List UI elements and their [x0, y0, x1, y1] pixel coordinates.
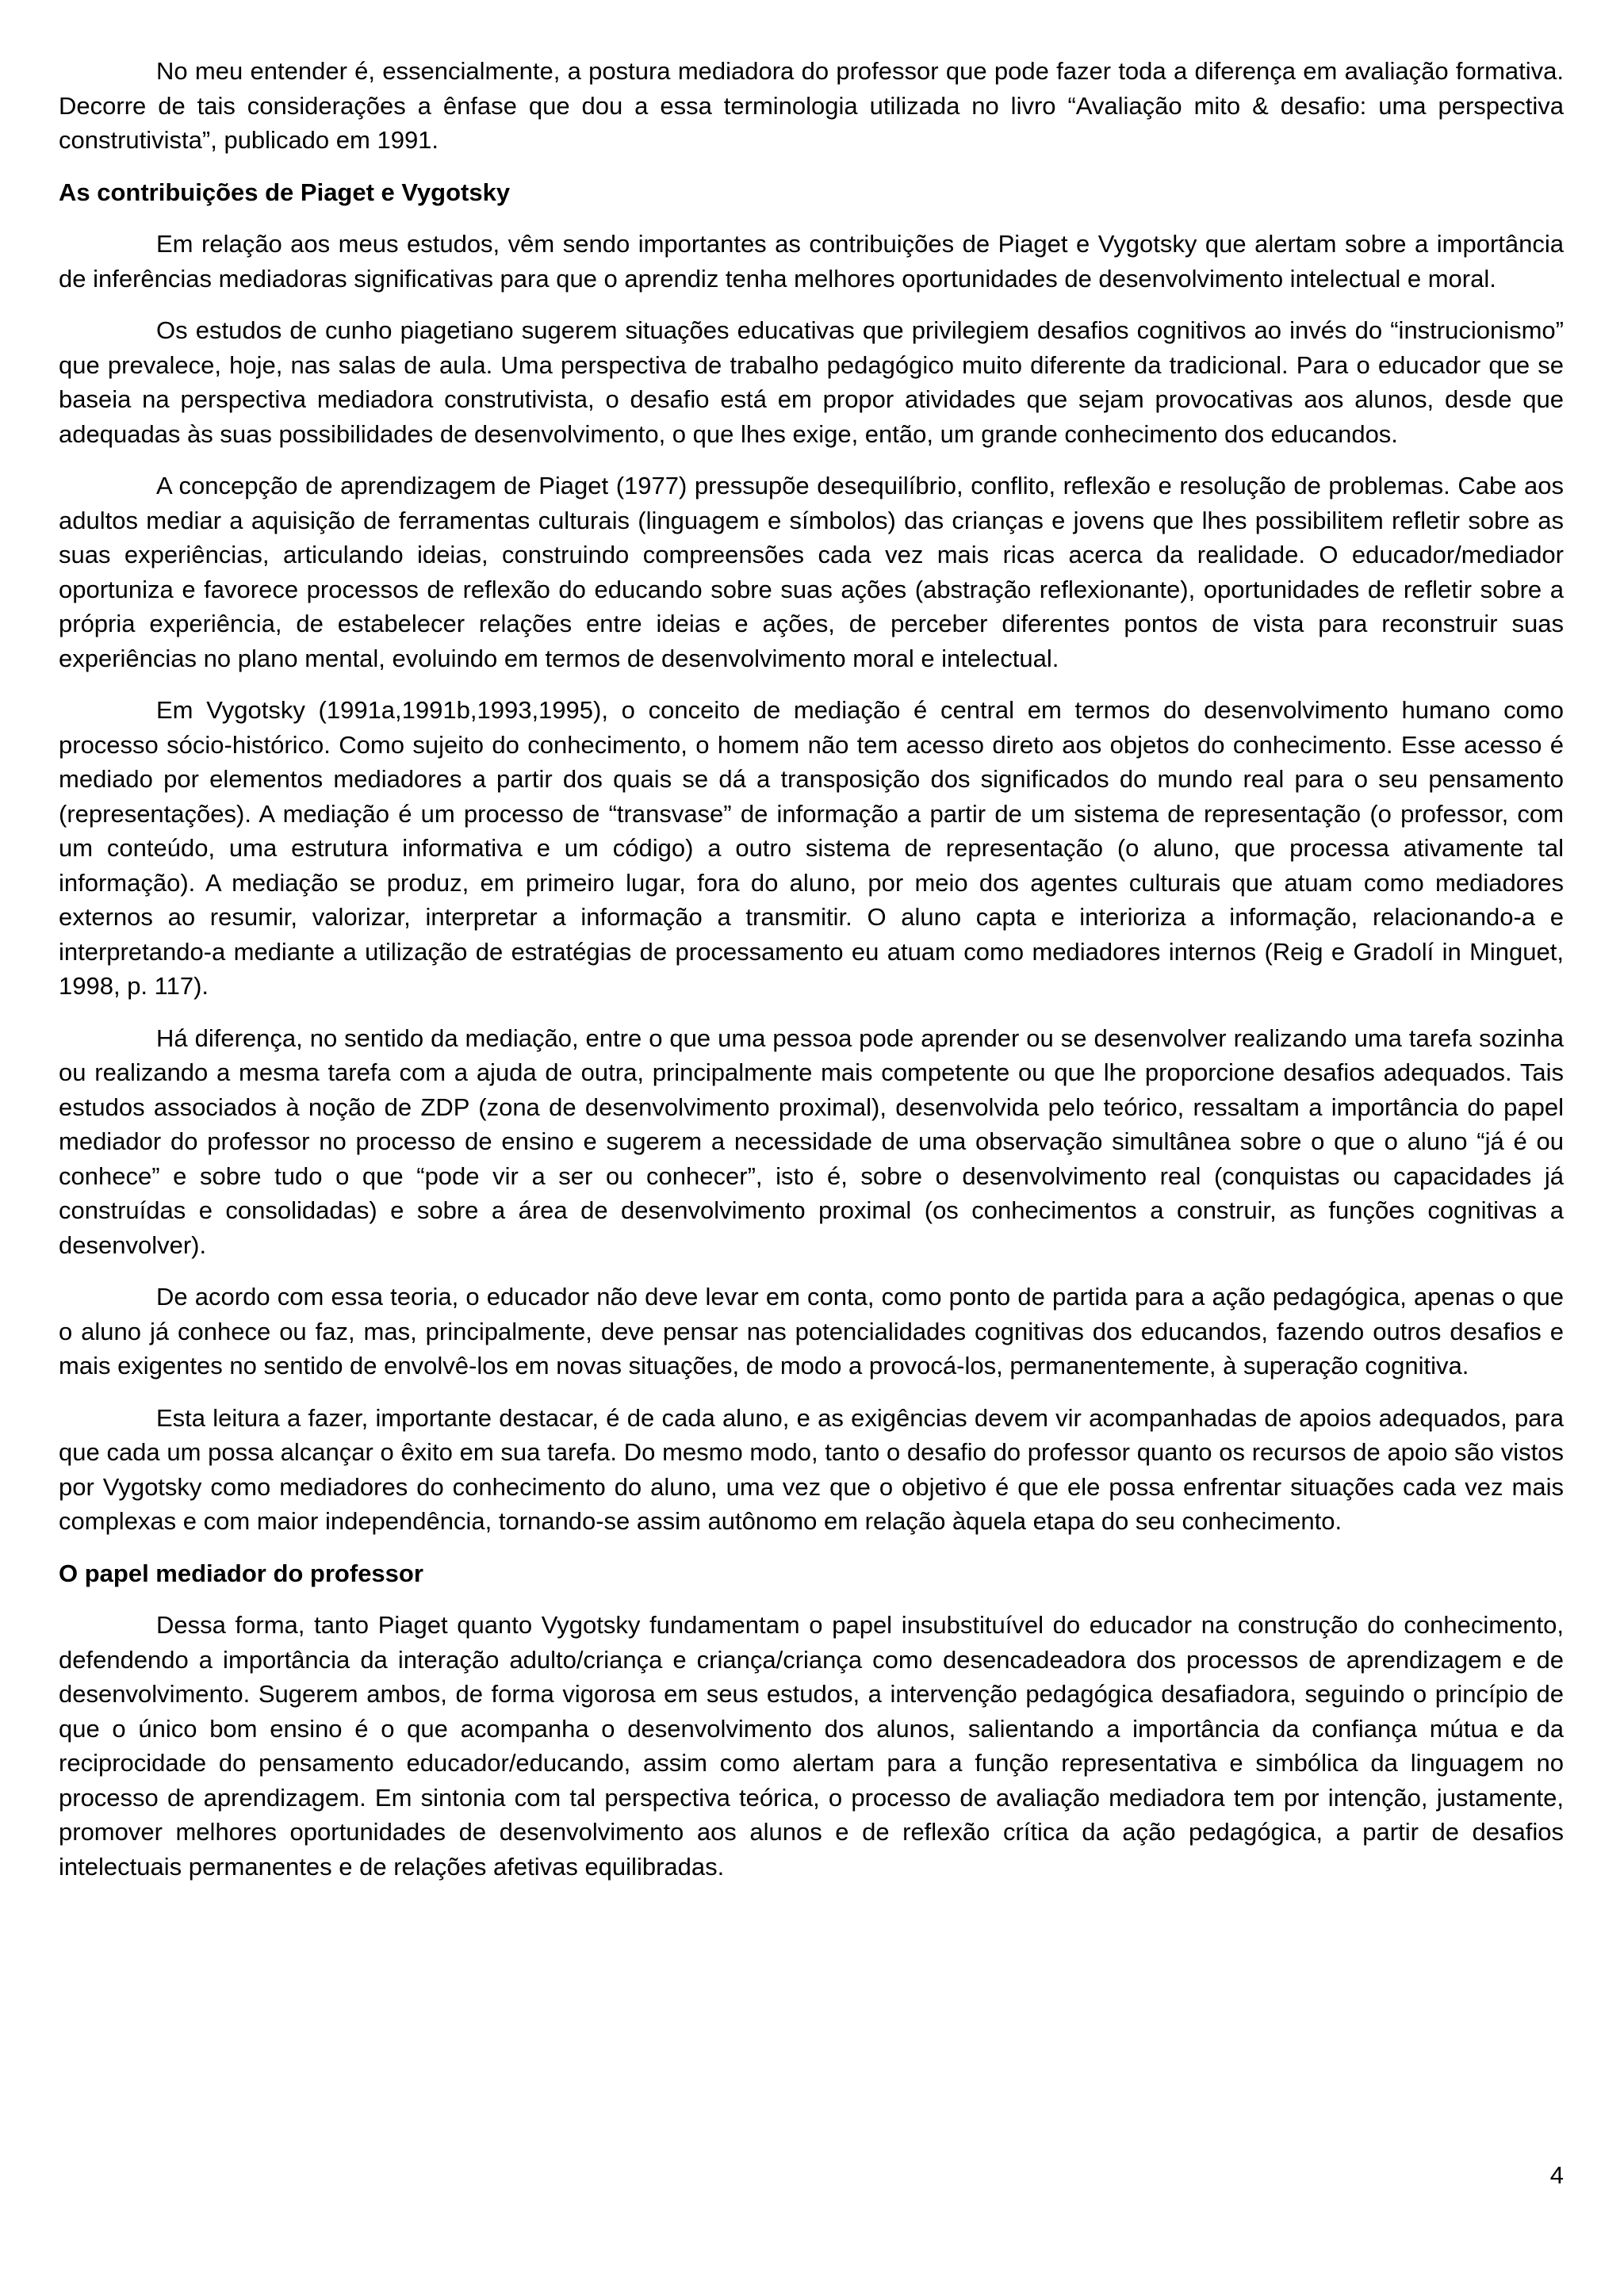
- section-heading: As contribuições de Piaget e Vygotsky: [59, 178, 511, 206]
- paragraph: Os estudos de cunho piagetiano sugerem situações educativas que privilegiem desafios cognitivos ao invés do “instrucionismo” que prevalece, hoje, nas salas de aula. Uma perspectiva de trabalho pedagógico muito diferente da tradicional. Para o educador que se baseia na perspectiva mediadora construtivista, o desafio está em propor atividades que sejam provocativas aos alunos, desde que adequadas às suas possibilidades de desenvolvimento, o que lhes exige, então, um grande conhecimento dos educandos.: [59, 316, 1564, 448]
- paragraph: No meu entender é, essencialmente, a postura mediadora do professor que pode fazer toda a diferença em avaliação formativa. Decorre de tais considerações a ênfase que dou a essa terminologia utilizada no livro “Avaliação mito & desafio: uma perspectiva construtivista”, publicado em 1991.: [59, 57, 1564, 154]
- paragraph: Esta leitura a fazer, importante destacar, é de cada aluno, e as exigências devem vir acompanhadas de apoios adequados, para que cada um possa alcançar o êxito em sua tarefa. Do mesmo modo, tanto o desafio do professor quanto os recursos de apoio são vistos por Vygotsky como mediadores do conhecimento do aluno, uma vez que o objetivo é que ele possa enfrentar situações cada vez mais complexas e com maior independência, tornando-se assim autônomo em relação àquela etapa do seu conhecimento.: [59, 1403, 1564, 1535]
- paragraph: A concepção de aprendizagem de Piaget (1977) pressupõe desequilíbrio, conflito, reflexão e resolução de problemas. Cabe aos adultos mediar a aquisição de ferramentas culturais (linguagem e símbolos) das crianças e jovens que lhes possibilitem refletir sobre as suas experiências, articulando ideias, construindo compreensões cada vez mais ricas acerca da realidade. O educador/mediador oportuniza e favorece processos de reflexão do educando sobre suas ações (abstração reflexionante), oportunidades de refletir sobre a própria experiência, de estabelecer relações entre ideias e ações, de perceber diferentes pontos de vista para reconstruir suas experiências no plano mental, evoluindo em termos de desenvolvimento moral e intelectual.: [59, 472, 1564, 672]
- document-body: [59, 54, 1564, 1901]
- paragraph: De acordo com essa teoria, o educador não deve levar em conta, como ponto de partida para a ação pedagógica, apenas o que o aluno já conhece ou faz, mas, principalmente, deve pensar nas potencialidades cognitivas dos educandos, fazendo outros desafios e mais exigentes no sentido de envolvê-los em novas situações, de modo a provocá-los, permanentemente, à superação cognitiva.: [59, 1283, 1564, 1380]
- paragraph: Há diferença, no sentido da mediação, entre o que uma pessoa pode aprender ou se desenvolver realizando uma tarefa sozinha ou realizando a mesma tarefa com a ajuda de outra, principalmente mais competente ou que lhe proporcione desafios adequados. Tais estudos associados à noção de ZDP (zona de desenvolvimento proximal), desenvolvida pelo teórico, ressaltam a importância do papel mediador do professor no processo de ensino e sugerem a necessidade de uma observação simultânea sobre o que o aluno “já é ou conhece” e sobre tudo o que “pode vir a ser ou conhecer”, isto é, sobre o desenvolvimento real (conquistas ou capacidades já construídas e consolidadas) e sobre a área de desenvolvimento proximal (os conhecimentos a construir, as funções cognitivas a desenvolver).: [59, 1024, 1564, 1259]
- paragraph: Dessa forma, tanto Piaget quanto Vygotsky fundamentam o papel insubstituível do educador na construção do conhecimento, defendendo a importância da interação adulto/criança e criança/criança como desencadeadora dos processos de aprendizagem e de desenvolvimento. Sugerem ambos, de forma vigorosa em seus estudos, a intervenção pedagógica desafiadora, seguindo o princípio de que o único bom ensino é o que acompanha o desenvolvimento dos alunos, salientando a importância da confiança mútua e da reciprocidade do pensamento educador/educando, assim como alertam para a função representativa e simbólica da linguagem no processo de aprendizagem. Em sintonia com tal perspectiva teórica, o processo de avaliação mediadora tem por intenção, justamente, promover melhores oportunidades de desenvolvimento aos alunos e de reflexão crítica da ação pedagógica, a partir de desafios intelectuais permanentes e de relações afetivas equilibradas.: [59, 1611, 1564, 1881]
- page-number: 4: [1549, 2161, 1564, 2189]
- paragraph: Em Vygotsky (1991a,1991b,1993,1995), o conceito de mediação é central em termos do desenvolvimento humano como processo sócio-histórico. Como sujeito do conhecimento, o homem não tem acesso direto aos objetos do conhecimento. Esse acesso é mediado por elementos mediadores a partir dos quais se dá a transposição dos significados do mundo real para o seu pensamento (representações). A mediação é um processo de “transvase” de informação a partir de um sistema de representação (o professor, com um conteúdo, uma estrutura informativa e um código) a outro sistema de representação (o aluno, que processa ativamente tal informação). A mediação se produz, em primeiro lugar, fora do aluno, por meio dos agentes culturais que atuam como mediadores externos ao resumir, valorizar, interpretar a informação a transmitir. O aluno capta e interioriza a informação, relacionando-a e interpretando-a mediante a utilização de estratégias de processamento eu atuam como mediadores internos (Reig e Gradolí in Minguet, 1998, p. 117).: [59, 696, 1564, 1000]
- section-heading: O papel mediador do professor: [59, 1559, 423, 1587]
- paragraph: Em relação aos meus estudos, vêm sendo importantes as contribuições de Piaget e Vygotsky que alertam sobre a importância de inferências mediadoras significativas para que o aprendiz tenha melhores oportunidades de desenvolvimento intelectual e moral.: [59, 230, 1564, 293]
